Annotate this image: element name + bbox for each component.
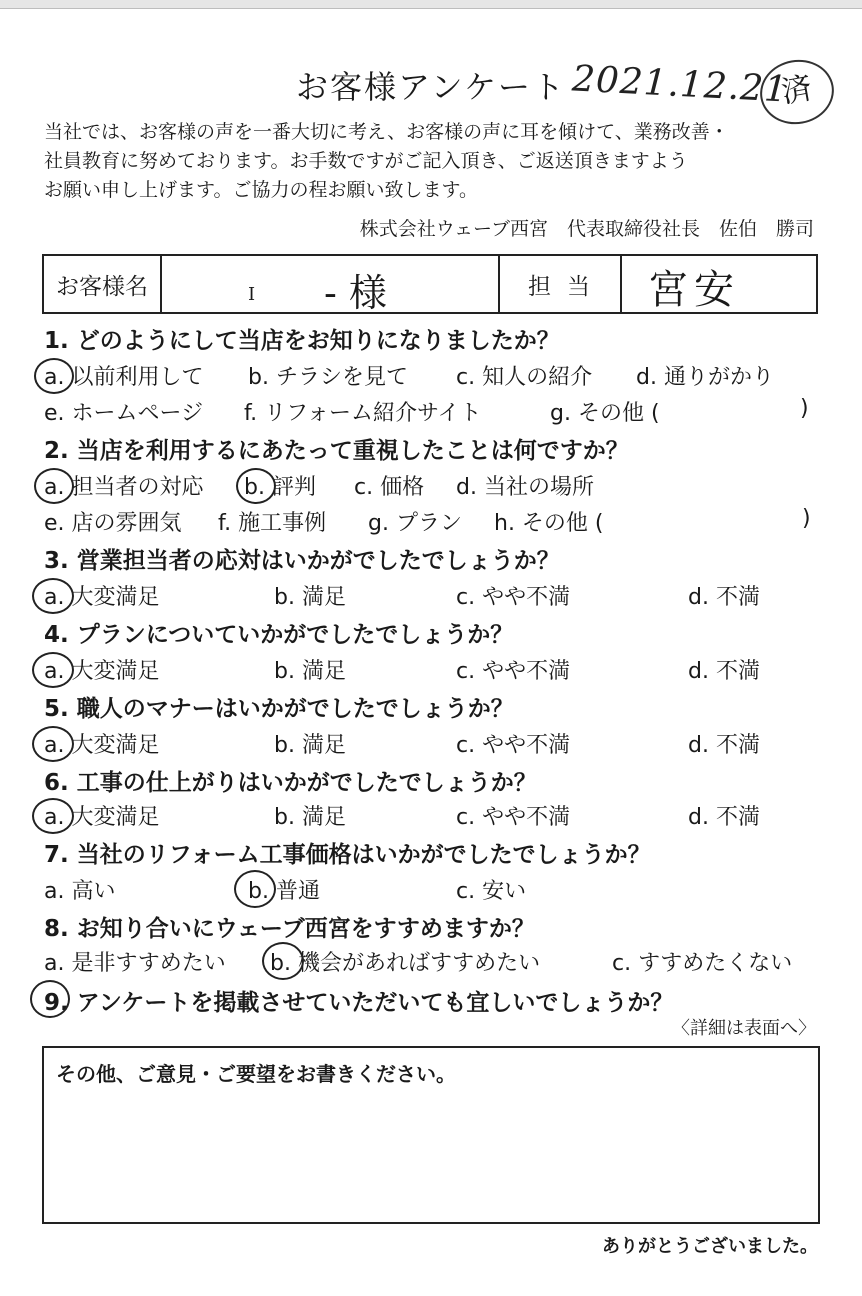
q7-option-a[interactable]: a. 高い bbox=[44, 879, 116, 904]
q1-option-e[interactable]: e. ホームページ bbox=[44, 401, 204, 426]
q3-option-a[interactable]: a. 大変満足 bbox=[44, 585, 160, 610]
q1-option-a[interactable]: a. 以前利用して bbox=[44, 365, 204, 390]
comment-box[interactable] bbox=[42, 1046, 820, 1224]
customer-name-label: お客様名 bbox=[44, 256, 162, 312]
q4-option-c[interactable]: c. やや不満 bbox=[456, 659, 571, 684]
customer-name-value: - 様 bbox=[324, 271, 387, 315]
q1-option-d[interactable]: d. 通りがかり bbox=[636, 365, 774, 390]
intro-text bbox=[44, 118, 834, 205]
q6-option-a[interactable]: a. 大変満足 bbox=[44, 805, 160, 830]
answer-circle bbox=[32, 726, 74, 762]
q1-option-b[interactable]: b. チラシを見て bbox=[248, 365, 408, 390]
q2-close-paren: ) bbox=[802, 506, 811, 531]
q1-close-paren: ) bbox=[800, 396, 809, 421]
q8-option-b[interactable]: b. 機会があればすすめたい bbox=[270, 951, 541, 976]
intro-line: 社員教育に努めております。お手数ですがご記入頂き、ご返送頂きますよう bbox=[44, 150, 688, 172]
handwritten-stamp: 済 bbox=[755, 54, 839, 130]
answer-circle bbox=[34, 468, 74, 504]
answer-circle bbox=[32, 578, 74, 614]
q3-option-b[interactable]: b. 満足 bbox=[274, 585, 346, 610]
q7-option-b[interactable]: b. 普通 bbox=[248, 879, 320, 904]
question-2: 2. 当店を利用するにあたって重視したことは何ですか？ bbox=[44, 438, 629, 464]
customer-initial: I bbox=[248, 284, 256, 305]
detail-note: 〈詳細は表面へ〉 bbox=[672, 1018, 816, 1039]
question-3: 3. 営業担当者の応対はいかがでしたでしょうか？ bbox=[44, 548, 560, 574]
answer-circle bbox=[34, 358, 74, 394]
q7-option-c[interactable]: c. 安い bbox=[456, 879, 527, 904]
answer-circle bbox=[262, 942, 304, 980]
company-signature: 株式会社ウェーブ西宮 代表取締役社長 佐伯 勝司 bbox=[359, 218, 814, 240]
q8-option-c[interactable]: c. すすめたくない bbox=[612, 951, 793, 976]
q5-option-a[interactable]: a. 大変満足 bbox=[44, 733, 160, 758]
q2-option-c[interactable]: c. 価格 bbox=[354, 475, 425, 500]
q4-option-b[interactable]: b. 満足 bbox=[274, 659, 346, 684]
q5-option-b[interactable]: b. 満足 bbox=[274, 733, 346, 758]
q2-option-g[interactable]: g. プラン bbox=[368, 511, 462, 536]
q6-option-b[interactable]: b. 満足 bbox=[274, 805, 346, 830]
answer-circle bbox=[32, 798, 74, 834]
question-6: 6. 工事の仕上がりはいかがでしたでしょうか？ bbox=[44, 770, 537, 796]
q5-option-d[interactable]: d. 不満 bbox=[688, 733, 760, 758]
customer-info-table bbox=[42, 254, 818, 314]
question-5: 5. 職人のマナーはいかがでしたでしょうか？ bbox=[44, 696, 514, 722]
question-8: 8. お知り合いにウェーブ西宮をすすめますか？ bbox=[44, 916, 535, 942]
answer-circle bbox=[30, 980, 70, 1018]
q1-option-c[interactable]: c. 知人の紹介 bbox=[456, 365, 593, 390]
q5-option-c[interactable]: c. やや不満 bbox=[456, 733, 571, 758]
answer-circle bbox=[32, 652, 74, 688]
question-1: 1. どのようにして当店をお知りになりましたか？ bbox=[44, 328, 560, 354]
question-4: 4. プランについていかがでしたでしょうか？ bbox=[44, 622, 514, 648]
q2-option-a[interactable]: a. 担当者の対応 bbox=[44, 475, 204, 500]
answer-circle bbox=[236, 468, 276, 504]
staff-name-field[interactable] bbox=[622, 256, 816, 312]
q3-option-d[interactable]: d. 不満 bbox=[688, 585, 760, 610]
q2-option-d[interactable]: d. 当社の場所 bbox=[456, 475, 594, 500]
q4-option-a[interactable]: a. 大変満足 bbox=[44, 659, 160, 684]
comment-label: その他、ご意見・ご要望をお書きください。 bbox=[56, 1062, 456, 1086]
intro-line: 当社では、お客様の声を一番大切に考え、お客様の声に耳を傾けて、業務改善・ bbox=[44, 121, 729, 143]
intro-line: お願い申し上げます。ご協力の程お願い致します。 bbox=[44, 179, 478, 201]
page-title: お客様アンケート bbox=[295, 68, 567, 106]
q2-option-e[interactable]: e. 店の雰囲気 bbox=[44, 511, 182, 536]
staff-label: 担当 bbox=[500, 256, 622, 312]
question-9: 9. アンケートを掲載させていただいても宜しいでしょうか？ bbox=[44, 990, 674, 1016]
q2-option-h[interactable]: h. その他 ( bbox=[494, 511, 604, 536]
handwritten-date: 2021.12.21 bbox=[571, 58, 790, 111]
customer-name-field[interactable] bbox=[162, 256, 500, 315]
scan-edge bbox=[0, 0, 862, 9]
q4-option-d[interactable]: d. 不満 bbox=[688, 659, 760, 684]
q2-option-f[interactable]: f. 施工事例 bbox=[218, 511, 327, 536]
thanks-text: ありがとうございました。 bbox=[602, 1236, 818, 1257]
staff-name-value: 宮安 bbox=[648, 267, 740, 313]
q2-option-b[interactable]: b. 評判 bbox=[244, 475, 316, 500]
answer-circle bbox=[234, 870, 276, 908]
question-7: 7. 当社のリフォーム工事価格はいかがでしたでしょうか？ bbox=[44, 842, 651, 868]
q3-option-c[interactable]: c. やや不満 bbox=[456, 585, 571, 610]
q1-option-g[interactable]: g. その他 ( bbox=[550, 401, 660, 426]
q6-option-c[interactable]: c. やや不満 bbox=[456, 805, 571, 830]
q8-option-a[interactable]: a. 是非すすめたい bbox=[44, 951, 226, 976]
q1-option-f[interactable]: f. リフォーム紹介サイト bbox=[244, 401, 482, 426]
q6-option-d[interactable]: d. 不満 bbox=[688, 805, 760, 830]
